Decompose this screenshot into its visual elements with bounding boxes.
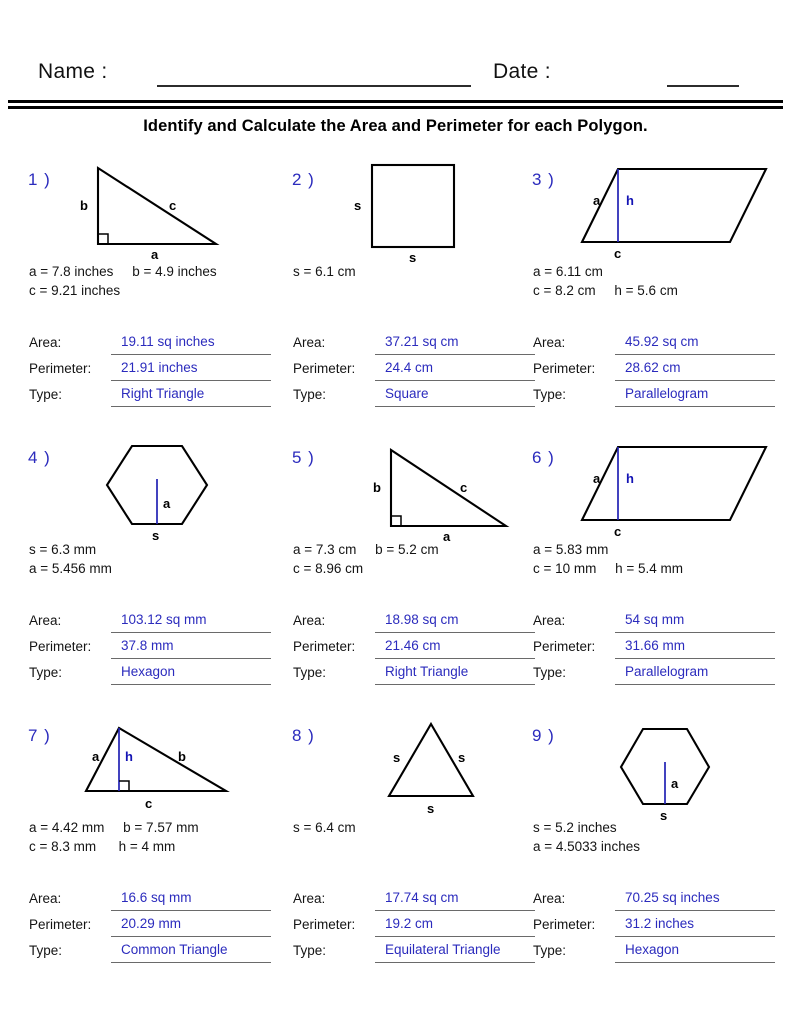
figure-label-c: c	[145, 796, 153, 811]
figure-label-s-left: s	[354, 198, 362, 213]
worksheet-header	[0, 28, 791, 83]
perimeter-label: Perimeter:	[533, 639, 596, 654]
figure-parallelogram	[570, 438, 770, 539]
answer-row-area	[533, 610, 783, 636]
given-line: a = 6.11 cm	[533, 264, 603, 279]
figure-label-c: c	[460, 480, 468, 495]
answer-row-perimeter	[29, 358, 279, 384]
area-answer-field[interactable]	[615, 888, 775, 911]
area-label: Area:	[533, 613, 566, 628]
given-values	[29, 262, 281, 300]
answer-row-perimeter	[533, 636, 783, 662]
figure-square	[330, 160, 530, 265]
type-label: Type:	[29, 387, 63, 402]
answer-row-perimeter	[29, 914, 279, 940]
given-line: a = 4.42 mm b = 7.57 mm	[29, 820, 199, 835]
problem-9	[532, 716, 782, 994]
given-line: c = 8.2 cm h = 5.6 cm	[533, 283, 678, 298]
area-label: Area:	[29, 335, 62, 350]
answer-block	[29, 332, 279, 410]
area-answer-value: 103.12 sq mm	[121, 612, 207, 627]
problem-number: 2 )	[292, 170, 315, 189]
figure-hexagon	[66, 438, 266, 543]
area-answer-field[interactable]	[375, 610, 535, 633]
given-line: a = 7.8 inches b = 4.9 inches	[29, 264, 217, 279]
answer-block	[293, 610, 543, 688]
perimeter-label: Perimeter:	[293, 917, 356, 932]
area-answer-value: 16.6 sq mm	[121, 890, 192, 905]
perimeter-answer-value: 19.2 cm	[385, 916, 434, 931]
answer-block	[293, 888, 543, 966]
answer-block	[533, 332, 783, 410]
figure-label-s: s	[152, 528, 160, 543]
perimeter-answer-field[interactable]	[111, 358, 271, 381]
perimeter-label: Perimeter:	[293, 639, 356, 654]
given-line: a = 7.3 cm b = 5.2 cm	[293, 542, 439, 557]
answer-row-perimeter	[293, 914, 543, 940]
answer-row-type	[293, 384, 543, 410]
problem-number: 4 )	[28, 448, 51, 467]
type-answer-value: Right Triangle	[121, 386, 205, 401]
figure-common-triangle	[66, 716, 266, 812]
answer-block	[533, 610, 783, 688]
type-answer-field[interactable]	[375, 384, 535, 407]
area-label: Area:	[293, 335, 326, 350]
answer-row-perimeter	[533, 358, 783, 384]
type-answer-field[interactable]	[375, 940, 535, 963]
type-answer-value: Parallelogram	[625, 386, 709, 401]
answer-row-area	[293, 332, 543, 358]
problem-number: 8 )	[292, 726, 315, 745]
figure-label-h: h	[626, 471, 634, 486]
figure-hexagon	[570, 716, 770, 823]
given-line: s = 6.3 mm	[29, 542, 97, 557]
figure-label-a: a	[151, 247, 159, 262]
answer-row-type	[29, 384, 279, 410]
problem-row	[0, 438, 791, 716]
area-answer-value: 70.25 sq inches	[625, 890, 720, 905]
perimeter-answer-value: 21.91 inches	[121, 360, 198, 375]
area-answer-value: 19.11 sq inches	[121, 334, 215, 349]
figure-right-triangle	[330, 438, 530, 544]
answer-row-perimeter	[533, 914, 783, 940]
figure-right-triangle	[66, 160, 266, 262]
figure-label-s: s	[660, 808, 668, 823]
answer-row-type	[533, 384, 783, 410]
figure-label-a: a	[593, 193, 601, 208]
area-label: Area:	[293, 613, 326, 628]
type-answer-value: Hexagon	[625, 942, 680, 957]
figure-label-a: a	[671, 776, 679, 791]
problem-number: 1 )	[28, 170, 51, 189]
given-values	[293, 262, 545, 281]
type-answer-value: Right Triangle	[385, 664, 469, 679]
type-label: Type:	[293, 387, 327, 402]
type-answer-field[interactable]	[111, 384, 271, 407]
answer-row-type	[29, 940, 279, 966]
answer-row-area	[29, 332, 279, 358]
problem-2	[292, 160, 542, 438]
answer-row-area	[293, 888, 543, 914]
area-answer-field[interactable]	[375, 888, 535, 911]
perimeter-label: Perimeter:	[533, 917, 596, 932]
given-values	[293, 818, 545, 837]
type-label: Type:	[293, 665, 327, 680]
answer-row-area	[293, 610, 543, 636]
given-values	[533, 262, 785, 300]
perimeter-answer-field[interactable]	[375, 636, 535, 659]
type-label: Type:	[29, 665, 63, 680]
perimeter-label: Perimeter:	[29, 917, 92, 932]
problem-number: 3 )	[532, 170, 555, 189]
type-label: Type:	[533, 665, 567, 680]
type-answer-value: Equilateral Triangle	[385, 942, 501, 957]
figure-label-h: h	[626, 193, 634, 208]
type-answer-field[interactable]	[615, 940, 775, 963]
area-answer-field[interactable]	[111, 610, 271, 633]
problem-6	[532, 438, 782, 716]
area-label: Area:	[533, 335, 566, 350]
given-line: a = 4.5033 inches	[533, 839, 640, 854]
perimeter-answer-field[interactable]	[615, 358, 775, 381]
figure-label-c: c	[614, 246, 622, 261]
problem-3	[532, 160, 782, 438]
given-values	[533, 540, 785, 578]
area-label: Area:	[533, 891, 566, 906]
problem-number: 5 )	[292, 448, 315, 467]
type-answer-field[interactable]	[375, 662, 535, 685]
given-values	[29, 540, 281, 578]
problem-7	[28, 716, 278, 994]
given-line: c = 8.3 mm h = 4 mm	[29, 839, 176, 854]
figure-label-c: c	[169, 198, 177, 213]
answer-row-area	[29, 888, 279, 914]
problem-grid	[0, 160, 791, 994]
type-answer-value: Hexagon	[121, 664, 176, 679]
answer-row-area	[533, 332, 783, 358]
problem-number: 6 )	[532, 448, 555, 467]
area-answer-field[interactable]	[615, 332, 775, 355]
answer-row-type	[533, 940, 783, 966]
answer-row-type	[293, 662, 543, 688]
answer-block	[533, 888, 783, 966]
type-answer-field[interactable]	[615, 662, 775, 685]
figure-label-b: b	[80, 198, 88, 213]
problem-8	[292, 716, 542, 994]
figure-label-a: a	[593, 471, 601, 486]
perimeter-answer-value: 24.4 cm	[385, 360, 434, 375]
name-label: Name :	[38, 60, 108, 83]
area-answer-value: 37.21 sq cm	[385, 334, 459, 349]
answer-row-perimeter	[293, 358, 543, 384]
figure-equilateral-triangle	[330, 716, 530, 816]
date-label: Date :	[493, 60, 551, 83]
perimeter-answer-value: 37.8 mm	[121, 638, 174, 653]
title-divider-rule	[8, 100, 783, 109]
figure-label-h: h	[125, 749, 133, 764]
problem-number: 9 )	[532, 726, 555, 745]
answer-block	[29, 610, 279, 688]
problem-row	[0, 716, 791, 994]
figure-label-c: c	[614, 524, 622, 539]
given-values	[29, 818, 281, 856]
figure-label-b: b	[178, 749, 186, 764]
answer-row-type	[29, 662, 279, 688]
area-label: Area:	[293, 891, 326, 906]
area-label: Area:	[29, 891, 62, 906]
given-line: s = 6.4 cm	[293, 820, 356, 835]
given-line: c = 9.21 inches	[29, 283, 121, 298]
type-answer-value: Parallelogram	[625, 664, 709, 679]
answer-block	[29, 888, 279, 966]
answer-row-type	[293, 940, 543, 966]
perimeter-answer-field[interactable]	[111, 914, 271, 937]
problem-number: 7 )	[28, 726, 51, 745]
area-answer-value: 45.92 sq cm	[625, 334, 699, 349]
date-input-line[interactable]	[667, 85, 739, 87]
type-answer-field[interactable]	[111, 662, 271, 685]
perimeter-answer-field[interactable]	[375, 914, 535, 937]
figure-parallelogram	[570, 160, 770, 261]
figure-label-a: a	[92, 749, 100, 764]
name-input-line[interactable]	[157, 85, 471, 87]
area-answer-field[interactable]	[615, 610, 775, 633]
answer-row-type	[533, 662, 783, 688]
perimeter-answer-field[interactable]	[111, 636, 271, 659]
area-answer-value: 54 sq mm	[625, 612, 685, 627]
answer-row-perimeter	[293, 636, 543, 662]
perimeter-answer-value: 20.29 mm	[121, 916, 182, 931]
type-label: Type:	[533, 943, 567, 958]
given-line: a = 5.83 mm	[533, 542, 609, 557]
type-answer-value: Square	[385, 386, 429, 401]
type-answer-field[interactable]	[111, 940, 271, 963]
figure-label-a: a	[443, 529, 451, 544]
problem-5	[292, 438, 542, 716]
problem-4	[28, 438, 278, 716]
perimeter-label: Perimeter:	[533, 361, 596, 376]
perimeter-label: Perimeter:	[29, 361, 92, 376]
perimeter-answer-value: 21.46 cm	[385, 638, 441, 653]
given-line: s = 6.1 cm	[293, 264, 356, 279]
figure-label-a: a	[163, 496, 171, 511]
perimeter-answer-value: 31.2 inches	[625, 916, 695, 931]
given-values	[293, 540, 545, 578]
answer-row-area	[533, 888, 783, 914]
perimeter-label: Perimeter:	[293, 361, 356, 376]
perimeter-answer-value: 28.62 cm	[625, 360, 681, 375]
type-answer-field[interactable]	[615, 384, 775, 407]
figure-label-s-bottom: s	[427, 801, 435, 816]
perimeter-answer-value: 31.66 mm	[625, 638, 686, 653]
given-line: a = 5.456 mm	[29, 561, 112, 576]
area-answer-field[interactable]	[375, 332, 535, 355]
answer-block	[293, 332, 543, 410]
problem-1	[28, 160, 278, 438]
given-line: c = 8.96 cm	[293, 561, 364, 576]
type-label: Type:	[29, 943, 63, 958]
perimeter-answer-field[interactable]	[615, 636, 775, 659]
page-title: Identify and Calculate the Area and Perimeter for each Polygon.	[143, 117, 648, 135]
area-label: Area:	[29, 613, 62, 628]
area-answer-value: 18.98 sq cm	[385, 612, 459, 627]
given-line: c = 10 mm h = 5.4 mm	[533, 561, 684, 576]
perimeter-answer-field[interactable]	[375, 358, 535, 381]
type-label: Type:	[533, 387, 567, 402]
type-label: Type:	[293, 943, 327, 958]
given-line: s = 5.2 inches	[533, 820, 617, 835]
figure-label-s-right: s	[458, 750, 466, 765]
area-answer-field[interactable]	[111, 332, 271, 355]
perimeter-label: Perimeter:	[29, 639, 92, 654]
answer-row-perimeter	[29, 636, 279, 662]
figure-label-b: b	[373, 480, 381, 495]
perimeter-answer-field[interactable]	[615, 914, 775, 937]
type-answer-value: Common Triangle	[121, 942, 228, 957]
area-answer-field[interactable]	[111, 888, 271, 911]
area-answer-value: 17.74 sq cm	[385, 890, 459, 905]
figure-label-s-bottom: s	[409, 250, 417, 265]
problem-row	[0, 160, 791, 438]
given-values	[533, 818, 785, 856]
figure-label-s-left: s	[393, 750, 401, 765]
answer-row-area	[29, 610, 279, 636]
